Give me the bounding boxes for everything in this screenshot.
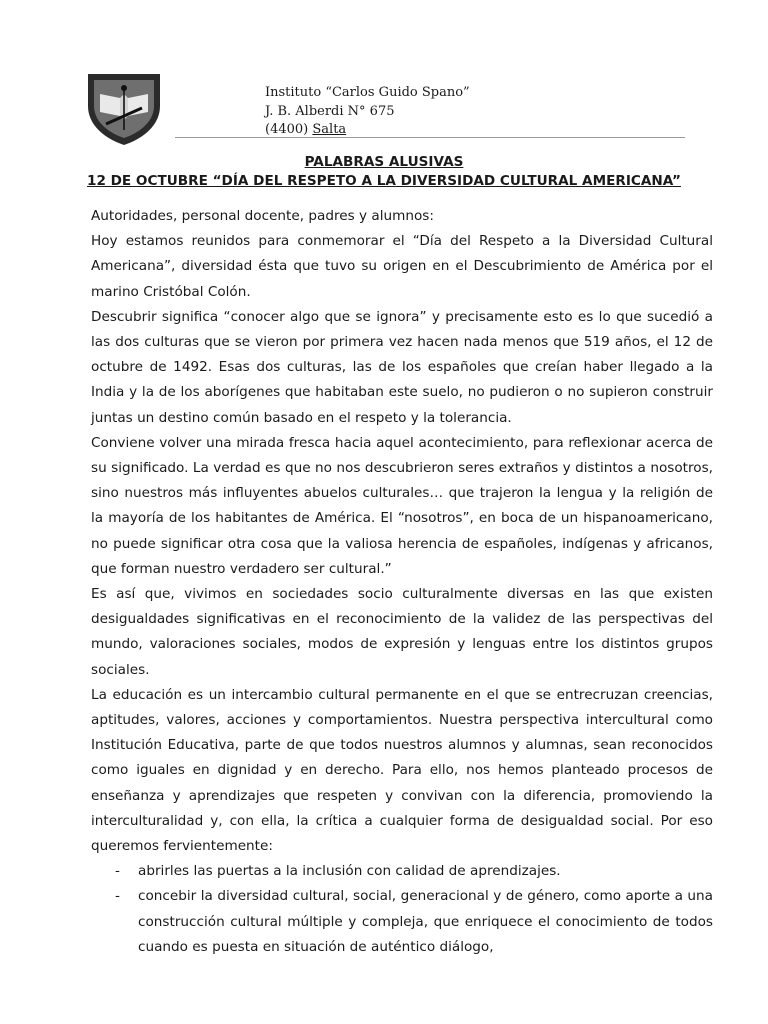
postal-code: (4400) [265, 122, 309, 137]
header-divider [175, 137, 685, 138]
institute-name: Instituto “Carlos Guido Spano” [265, 85, 470, 100]
bullet-dash: - [115, 888, 120, 905]
document-title: PALABRAS ALUSIVAS [304, 154, 464, 170]
institute-header [265, 84, 470, 140]
document-subtitle: 12 DE OCTUBRE “DÍA DEL RESPETO A LA DIVERSIDAD CULTURAL AMERICANA” [86, 173, 681, 189]
paragraph: La educación es un intercambio cultural permanente en el que se entrecruzan creencias, aptitudes, valores, acciones y comportamientos. Nuestra perspectiva intercultural como Institución Educativa, parte de que todos nuestros alumnos y alumnas, sean reconocidos como iguales en dignidad y en derecho. Para ello, nos hemos planteado procesos de enseñanza y aprendizajes que respeten y convivan con la diferencia, promoviendo la interculturalidad y, con ella, la crítica a cualquier forma de desigualdad social. Por eso queremos fervientemente: [91, 686, 713, 855]
institute-address: J. B. Alberdi N° 675 [265, 103, 395, 119]
bullet-dash: - [115, 863, 120, 880]
paragraph: Conviene volver una mirada fresca hacia aquel acontecimiento, para reflexionar acerca de su significado. La verdad es que no nos descubrieron seres extraños y distintos a nosotros, sino nuestros más influyentes abuelos culturales… que trajeron la lengua y la religión de la mayoría de los habitantes de América. El “nosotros”, en boca de un hispanoamericano, no puede significar otra cosa que la valiosa herencia de españoles, indígenas y africanos, que forman nuestro verdadero ser cultural.” [91, 434, 713, 577]
paragraph: Descubrir significa “conocer algo que se ignora” y precisamente esto es lo que sucedió a las dos culturas que se vieron por primera vez hacen nada menos que 519 años, el 12 de octubre de 1492. Esas dos culturas, las de los españoles que creían haber llegado a la India y la de los aborígenes que habitaban este suelo, no pudieron o no supieron construir juntas un destino común basado en el respeto y la tolerancia. [91, 308, 713, 426]
list-item [91, 859, 713, 884]
list-item-text: abrirles las puertas a la inclusión con calidad de aprendizajes. [138, 863, 561, 880]
bullet-list [91, 859, 713, 960]
city-name: Salta [312, 122, 347, 137]
list-item-text: concebir la diversidad cultural, social, generacional y de género, como aporte a una construcción cultural múltiple y compleja, que enriquece el conocimiento de todos cuando es puesta en situación de auténtico diálogo, [138, 888, 713, 955]
shield-logo-icon [84, 64, 164, 146]
list-item [91, 884, 713, 960]
greeting: Autoridades, personal docente, padres y alumnos: [91, 208, 434, 224]
speech-body [91, 204, 713, 960]
paragraph: Es así que, vivimos en sociedades socio culturalmente diversas en las que existen desigualdades significativas en el reconocimiento de la validez de las perspectivas del mundo, valoraciones sociales, modos de expresión y lenguas entre los distintos grupos sociales. [91, 586, 713, 678]
paragraph: Hoy estamos reunidos para conmemorar el “Día del Respeto a la Diversidad Cultural Americana”, diversidad ésta que tuvo su origen en el Descubrimiento de América por el marino Cristóbal Colón. [91, 233, 713, 300]
